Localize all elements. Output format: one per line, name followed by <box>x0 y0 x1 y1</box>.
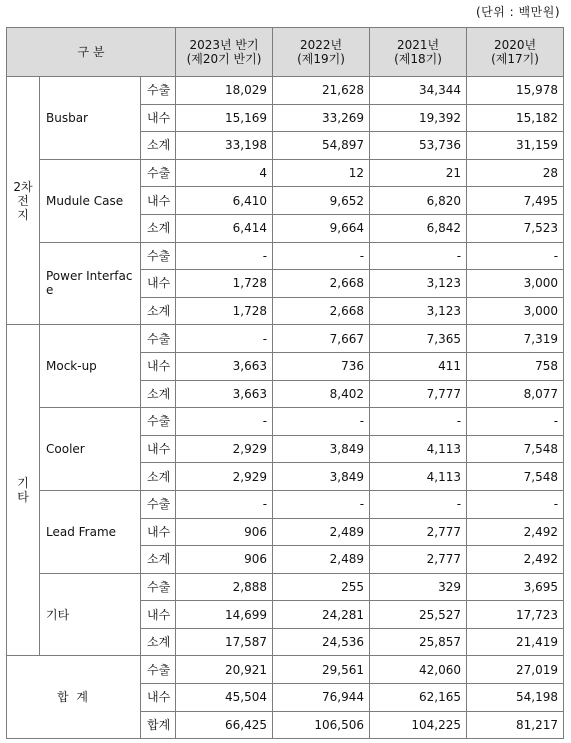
value-cell: 906 <box>176 518 273 546</box>
header-period: (제17기) <box>491 52 539 66</box>
header-year: 2022년 <box>299 38 343 52</box>
table-row <box>7 573 564 601</box>
value-cell: 15,978 <box>467 77 564 105</box>
value-cell: 33,269 <box>273 104 370 132</box>
value-cell: 6,410 <box>176 187 273 215</box>
value-cell: - <box>467 242 564 270</box>
row-label: 소계 <box>141 214 176 242</box>
value-cell: 3,123 <box>370 297 467 325</box>
value-cell: - <box>176 408 273 436</box>
value-cell: 6,414 <box>176 214 273 242</box>
row-label: 내수 <box>141 684 176 712</box>
value-cell: 53,736 <box>370 132 467 160</box>
value-cell: 736 <box>273 352 370 380</box>
value-cell: 7,523 <box>467 214 564 242</box>
row-label: 내수 <box>141 187 176 215</box>
value-cell: 906 <box>176 546 273 574</box>
value-cell: 7,495 <box>467 187 564 215</box>
header-period: (제20기 반기) <box>186 52 262 66</box>
value-cell: 66,425 <box>176 711 273 739</box>
product-name: Cooler <box>40 408 141 491</box>
value-cell: 17,587 <box>176 628 273 656</box>
value-cell: 6,820 <box>370 187 467 215</box>
value-cell: 28 <box>467 159 564 187</box>
value-cell: 2,489 <box>273 546 370 574</box>
value-cell: 21,419 <box>467 628 564 656</box>
value-cell: 106,506 <box>273 711 370 739</box>
row-label: 내수 <box>141 352 176 380</box>
value-cell: - <box>467 490 564 518</box>
table-body <box>7 77 564 739</box>
row-label: 소계 <box>141 628 176 656</box>
header-period: (제19기) <box>297 52 345 66</box>
value-cell: 7,319 <box>467 325 564 353</box>
value-cell: - <box>370 242 467 270</box>
product-name: Busbar <box>40 77 141 160</box>
total-name: 합 계 <box>7 656 141 739</box>
value-cell: 2,492 <box>467 546 564 574</box>
value-cell: 8,402 <box>273 380 370 408</box>
group-name: 기타 <box>7 325 40 656</box>
value-cell: 104,225 <box>370 711 467 739</box>
value-cell: 1,728 <box>176 297 273 325</box>
header-year: 2023년 반기 <box>189 38 259 52</box>
table-row <box>7 77 564 105</box>
value-cell: 24,281 <box>273 601 370 629</box>
value-cell: - <box>467 408 564 436</box>
value-cell: - <box>370 408 467 436</box>
value-cell: 2,777 <box>370 546 467 574</box>
value-cell: 3,695 <box>467 573 564 601</box>
row-label: 소계 <box>141 380 176 408</box>
value-cell: 7,548 <box>467 463 564 491</box>
value-cell: 12 <box>273 159 370 187</box>
value-cell: 15,182 <box>467 104 564 132</box>
value-cell: 3,000 <box>467 270 564 298</box>
value-cell: 54,897 <box>273 132 370 160</box>
header-row <box>7 28 564 77</box>
row-label: 수출 <box>141 325 176 353</box>
value-cell: 7,667 <box>273 325 370 353</box>
value-cell: 255 <box>273 573 370 601</box>
value-cell: 2,489 <box>273 518 370 546</box>
value-cell: 3,663 <box>176 352 273 380</box>
product-name: Mock-up <box>40 325 141 408</box>
header-period: (제18기) <box>394 52 442 66</box>
value-cell: 9,652 <box>273 187 370 215</box>
value-cell: 4,113 <box>370 435 467 463</box>
table-header <box>7 28 564 77</box>
header-year: 2021년 <box>396 38 440 52</box>
sales-table <box>6 27 564 739</box>
product-name: Mudule Case <box>40 159 141 242</box>
product-name: Power Interface <box>40 242 141 325</box>
value-cell: 21,628 <box>273 77 370 105</box>
value-cell: 2,929 <box>176 435 273 463</box>
table-row <box>7 242 564 270</box>
row-label: 수출 <box>141 408 176 436</box>
header-category: 구 분 <box>7 28 176 77</box>
header-column-3 <box>467 28 564 77</box>
row-label: 내수 <box>141 270 176 298</box>
value-cell: 3,849 <box>273 463 370 491</box>
value-cell: 7,777 <box>370 380 467 408</box>
row-label: 수출 <box>141 159 176 187</box>
value-cell: 33,198 <box>176 132 273 160</box>
row-label: 내수 <box>141 104 176 132</box>
header-year: 2020년 <box>493 38 537 52</box>
header-column-1 <box>273 28 370 77</box>
value-cell: 7,365 <box>370 325 467 353</box>
value-cell: 81,217 <box>467 711 564 739</box>
total-row <box>7 656 564 684</box>
row-label: 수출 <box>141 242 176 270</box>
value-cell: 4,113 <box>370 463 467 491</box>
value-cell: 19,392 <box>370 104 467 132</box>
value-cell: 3,849 <box>273 435 370 463</box>
value-cell: 29,561 <box>273 656 370 684</box>
value-cell: 2,888 <box>176 573 273 601</box>
value-cell: 54,198 <box>467 684 564 712</box>
value-cell: 7,548 <box>467 435 564 463</box>
row-label: 소계 <box>141 463 176 491</box>
value-cell: 2,929 <box>176 463 273 491</box>
value-cell: 20,921 <box>176 656 273 684</box>
row-label: 수출 <box>141 490 176 518</box>
value-cell: 2,668 <box>273 270 370 298</box>
value-cell: 17,723 <box>467 601 564 629</box>
value-cell: - <box>273 408 370 436</box>
row-label: 수출 <box>141 656 176 684</box>
value-cell: 25,527 <box>370 601 467 629</box>
value-cell: 3,663 <box>176 380 273 408</box>
value-cell: 2,777 <box>370 518 467 546</box>
value-cell: 27,019 <box>467 656 564 684</box>
value-cell: 411 <box>370 352 467 380</box>
row-label: 소계 <box>141 297 176 325</box>
value-cell: 2,668 <box>273 297 370 325</box>
value-cell: - <box>273 490 370 518</box>
value-cell: 34,344 <box>370 77 467 105</box>
table-row <box>7 159 564 187</box>
value-cell: 25,857 <box>370 628 467 656</box>
value-cell: - <box>273 242 370 270</box>
value-cell: 45,504 <box>176 684 273 712</box>
value-cell: 2,492 <box>467 518 564 546</box>
value-cell: 8,077 <box>467 380 564 408</box>
value-cell: 329 <box>370 573 467 601</box>
header-column-0 <box>176 28 273 77</box>
value-cell: - <box>370 490 467 518</box>
row-label: 내수 <box>141 601 176 629</box>
row-label: 내수 <box>141 518 176 546</box>
row-label: 소계 <box>141 546 176 574</box>
product-name: Lead Frame <box>40 490 141 573</box>
value-cell: - <box>176 490 273 518</box>
table-row <box>7 490 564 518</box>
group-name: 2차 전지 <box>7 77 40 325</box>
value-cell: 4 <box>176 159 273 187</box>
row-label: 합계 <box>141 711 176 739</box>
row-label: 수출 <box>141 573 176 601</box>
value-cell: - <box>176 325 273 353</box>
table-row <box>7 325 564 353</box>
value-cell: 6,842 <box>370 214 467 242</box>
header-column-2 <box>370 28 467 77</box>
value-cell: 3,000 <box>467 297 564 325</box>
value-cell: 62,165 <box>370 684 467 712</box>
value-cell: - <box>176 242 273 270</box>
value-cell: 31,159 <box>467 132 564 160</box>
value-cell: 15,169 <box>176 104 273 132</box>
value-cell: 1,728 <box>176 270 273 298</box>
unit-note: (단위 : 백만원) <box>476 5 560 19</box>
table-row <box>7 408 564 436</box>
row-label: 수출 <box>141 77 176 105</box>
value-cell: 9,664 <box>273 214 370 242</box>
value-cell: 21 <box>370 159 467 187</box>
value-cell: 24,536 <box>273 628 370 656</box>
value-cell: 42,060 <box>370 656 467 684</box>
value-cell: 758 <box>467 352 564 380</box>
value-cell: 3,123 <box>370 270 467 298</box>
value-cell: 76,944 <box>273 684 370 712</box>
value-cell: 18,029 <box>176 77 273 105</box>
value-cell: 14,699 <box>176 601 273 629</box>
product-name: 기타 <box>40 573 141 656</box>
row-label: 내수 <box>141 435 176 463</box>
row-label: 소계 <box>141 132 176 160</box>
